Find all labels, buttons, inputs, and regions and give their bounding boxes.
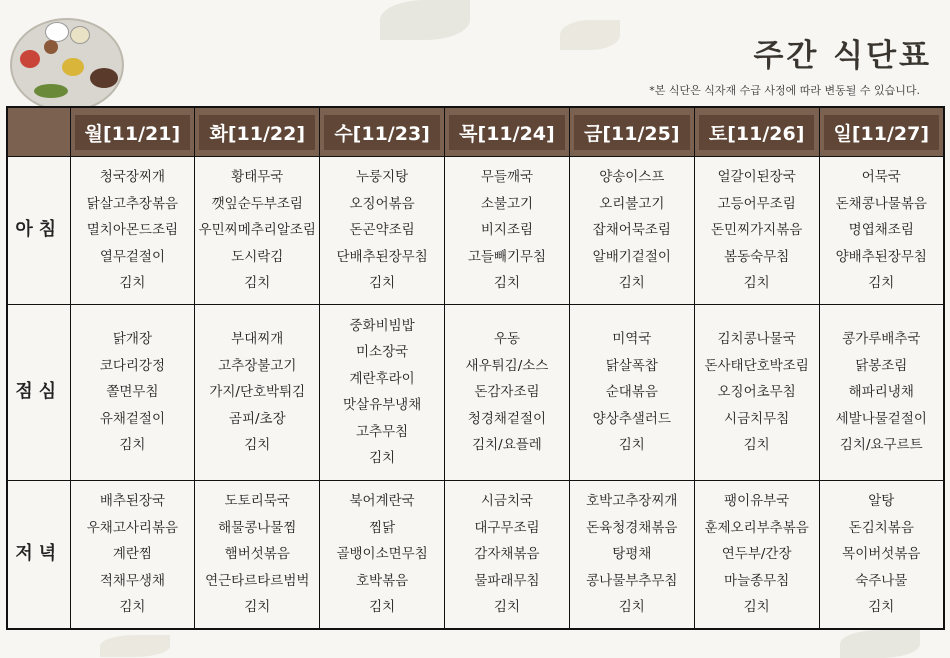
- menu-cell: [819, 157, 944, 305]
- menu-item: 김치: [369, 599, 396, 616]
- menu-item: 김치콩나물국: [717, 331, 796, 348]
- menu-item: 알배기겉절이: [592, 248, 671, 265]
- menu-item: 고들빼기무침: [467, 248, 547, 265]
- menu-item: 김치/요플레: [472, 437, 542, 454]
- menu-item: 닭봉조림: [855, 357, 908, 374]
- menu-cell: [70, 157, 195, 305]
- menu-item: 팽이유부국: [724, 493, 790, 510]
- menu-item: 찜닭: [369, 519, 396, 536]
- menu-item: 김치: [244, 437, 271, 454]
- menu-item: 김치: [119, 437, 146, 454]
- menu-item: 김치: [493, 275, 520, 292]
- menu-cell: [694, 481, 819, 629]
- background-leaf: [840, 630, 920, 658]
- menu-item: 김치: [618, 275, 645, 292]
- menu-item: 닭살폭찹: [605, 357, 658, 374]
- menu-item: 골뱅이소면무침: [336, 546, 428, 563]
- menu-item: 계란찜: [112, 546, 152, 563]
- menu-cell: [195, 481, 320, 629]
- menu-item: 해물콩나물찜: [218, 519, 297, 536]
- day-header: [445, 107, 570, 157]
- menu-cell: [445, 157, 570, 305]
- menu-item: 부대찌개: [231, 331, 284, 348]
- dish-icon: [90, 68, 118, 88]
- menu-item: 열무겉절이: [99, 248, 166, 265]
- weekly-menu-table: [6, 106, 945, 630]
- menu-item: 새우튀김/소스: [465, 357, 549, 374]
- menu-item: 숙주나물: [855, 572, 908, 589]
- menu-item: 연두부/간장: [721, 546, 792, 563]
- menu-item: 김치: [369, 275, 396, 292]
- dish-icon: [44, 40, 58, 54]
- day-label: 월[11/21]: [75, 115, 191, 150]
- menu-item: 해파리냉채: [848, 384, 914, 401]
- menu-item: 황태무국: [231, 169, 284, 186]
- menu-item: 단배추된장무침: [336, 248, 428, 265]
- menu-item: 청국장찌개: [99, 169, 166, 186]
- menu-item: 김치: [119, 275, 146, 292]
- menu-item: 김치: [743, 599, 770, 616]
- menu-item: 코다리강정: [99, 357, 166, 374]
- meal-label: 아침: [7, 157, 70, 305]
- menu-item: 도시락김: [231, 248, 284, 265]
- menu-item: 미소장국: [356, 344, 409, 361]
- menu-cell: [70, 304, 195, 481]
- menu-item: 감자채볶음: [474, 546, 540, 563]
- day-header: [320, 107, 445, 157]
- day-header: [195, 107, 320, 157]
- menu-item: 세발나물겉절이: [835, 410, 927, 427]
- day-header: [694, 107, 819, 157]
- menu-item: 김치: [743, 275, 770, 292]
- dish-icon: [45, 22, 69, 42]
- notice-text: *본 식단은 식자재 수급 사정에 따라 변동될 수 있습니다.: [649, 84, 920, 97]
- menu-item: 마늘종무침: [724, 572, 790, 589]
- menu-item: 고등어무조림: [717, 195, 796, 212]
- menu-cell: [819, 304, 944, 481]
- menu-item: 돈육청경채볶음: [586, 519, 678, 536]
- menu-cell: [70, 481, 195, 629]
- corner-cell: [7, 107, 70, 157]
- menu-item: 돈곤약조림: [349, 222, 415, 239]
- menu-item: 대구무조림: [474, 519, 540, 536]
- menu-item: 돈사태단호박조림: [704, 357, 809, 374]
- menu-item: 김치: [119, 599, 146, 616]
- meal-row: [7, 304, 944, 481]
- menu-item: 김치: [868, 599, 895, 616]
- menu-item: 북어계란국: [349, 493, 415, 510]
- menu-item: 김치: [493, 599, 520, 616]
- menu-item: 명엽채조림: [848, 222, 914, 239]
- menu-item: 김치: [244, 599, 271, 616]
- day-header: [819, 107, 944, 157]
- menu-item: 유채겉절이: [99, 410, 166, 427]
- background-leaf: [100, 635, 170, 657]
- day-label: 토[11/26]: [699, 115, 815, 150]
- menu-cell: [320, 157, 445, 305]
- menu-item: 김치: [743, 437, 770, 454]
- menu-item: 오징어초무침: [717, 384, 796, 401]
- menu-item: 누룽지탕: [356, 169, 409, 186]
- menu-item: 청경채겉절이: [467, 410, 547, 427]
- menu-item: 호박고추장찌개: [586, 493, 678, 510]
- menu-item: 닭개장: [112, 331, 152, 348]
- day-label: 화[11/22]: [199, 115, 315, 150]
- dish-icon: [34, 84, 68, 98]
- menu-item: 김치: [868, 275, 895, 292]
- menu-item: 양상추샐러드: [592, 410, 671, 427]
- meal-label: 저녁: [7, 481, 70, 629]
- day-header: [569, 107, 694, 157]
- day-label: 목[11/24]: [449, 115, 565, 150]
- menu-item: 양송이스프: [599, 169, 665, 186]
- menu-item: 시금치국: [480, 493, 534, 510]
- menu-item: 오리불고기: [599, 195, 665, 212]
- menu-item: 곰피/초장: [228, 410, 286, 427]
- menu-item: 호박볶음: [356, 572, 409, 589]
- menu-cell: [445, 304, 570, 481]
- menu-item: 소불고기: [480, 195, 534, 212]
- day-label: 수[11/23]: [324, 115, 440, 150]
- menu-item: 양배추된장무침: [835, 248, 927, 265]
- menu-item: 봄동숙무침: [724, 248, 790, 265]
- menu-item: 쫄면무침: [106, 384, 159, 401]
- meal-row: [7, 157, 944, 305]
- menu-item: 미역국: [612, 331, 652, 348]
- menu-cell: [320, 481, 445, 629]
- menu-item: 시금치무침: [724, 410, 790, 427]
- menu-item: 우동: [493, 331, 520, 348]
- menu-item: 우채고사리볶음: [86, 519, 179, 536]
- menu-cell: [569, 481, 694, 629]
- menu-cell: [569, 304, 694, 481]
- menu-item: 연근타르타르범벅: [205, 572, 310, 589]
- menu-item: 고추무침: [356, 423, 409, 440]
- day-label: 일[11/27]: [824, 115, 940, 150]
- menu-item: 훈제오리부추볶음: [704, 519, 809, 536]
- menu-cell: [569, 157, 694, 305]
- menu-item: 햄버섯볶음: [224, 546, 290, 563]
- menu-item: 돈김치볶음: [848, 519, 914, 536]
- dish-icon: [62, 58, 84, 76]
- menu-item: 김치: [618, 437, 645, 454]
- menu-cell: [694, 304, 819, 481]
- menu-item: 콩가루배추국: [842, 331, 921, 348]
- menu-item: 오징어볶음: [349, 195, 415, 212]
- menu-item: 물파래무침: [474, 572, 540, 589]
- menu-item: 닭살고추장볶음: [86, 195, 179, 212]
- menu-item: 돈민찌가지볶음: [710, 222, 803, 239]
- menu-item: 김치/요구르트: [839, 437, 923, 454]
- background-leaf: [560, 20, 620, 50]
- menu-cell: [819, 481, 944, 629]
- menu-item: 우민찌메추리알조림: [198, 222, 316, 239]
- meal-row: [7, 481, 944, 629]
- menu-item: 계란후라이: [349, 370, 415, 387]
- dish-icon: [70, 26, 90, 44]
- menu-item: 어묵국: [861, 169, 901, 186]
- menu-item: 고추장불고기: [218, 357, 297, 374]
- dish-icon: [20, 50, 40, 68]
- menu-item: 김치: [244, 275, 271, 292]
- page-title: 주간 식단표: [753, 38, 932, 74]
- header-row: [7, 107, 944, 157]
- day-label: 금[11/25]: [574, 115, 690, 150]
- menu-item: 가지/단호박튀김: [209, 384, 306, 401]
- menu-item: 중화비빔밥: [349, 317, 415, 334]
- food-plate-illustration: [0, 0, 160, 108]
- menu-item: 알탕: [868, 493, 895, 510]
- menu-item: 탕평채: [612, 546, 652, 563]
- menu-item: 잡채어묵조림: [592, 222, 671, 239]
- day-header: [70, 107, 195, 157]
- menu-cell: [320, 304, 445, 481]
- menu-cell: [445, 481, 570, 629]
- menu-item: 무들깨국: [480, 169, 534, 186]
- menu-item: 비지조림: [480, 222, 534, 239]
- menu-cell: [195, 304, 320, 481]
- menu-item: 배추된장국: [99, 493, 166, 510]
- menu-item: 돈채콩나물볶음: [835, 195, 927, 212]
- menu-item: 적채무생채: [99, 572, 166, 589]
- menu-item: 돈감자조림: [474, 384, 540, 401]
- menu-item: 맛살유부냉채: [342, 397, 422, 414]
- menu-item: 콩나물부추무침: [586, 572, 678, 589]
- meal-label: 점심: [7, 304, 70, 481]
- menu-cell: [195, 157, 320, 305]
- menu-cell: [694, 157, 819, 305]
- menu-item: 김치: [618, 599, 645, 616]
- menu-item: 얼갈이된장국: [717, 169, 796, 186]
- menu-item: 김치: [369, 450, 396, 467]
- menu-item: 도토리묵국: [224, 493, 290, 510]
- menu-item: 목이버섯볶음: [842, 546, 921, 563]
- background-leaf: [380, 0, 470, 40]
- menu-item: 순대볶음: [605, 384, 658, 401]
- menu-item: 멸치아몬드조림: [86, 222, 179, 239]
- menu-item: 깻잎순두부조림: [211, 195, 303, 212]
